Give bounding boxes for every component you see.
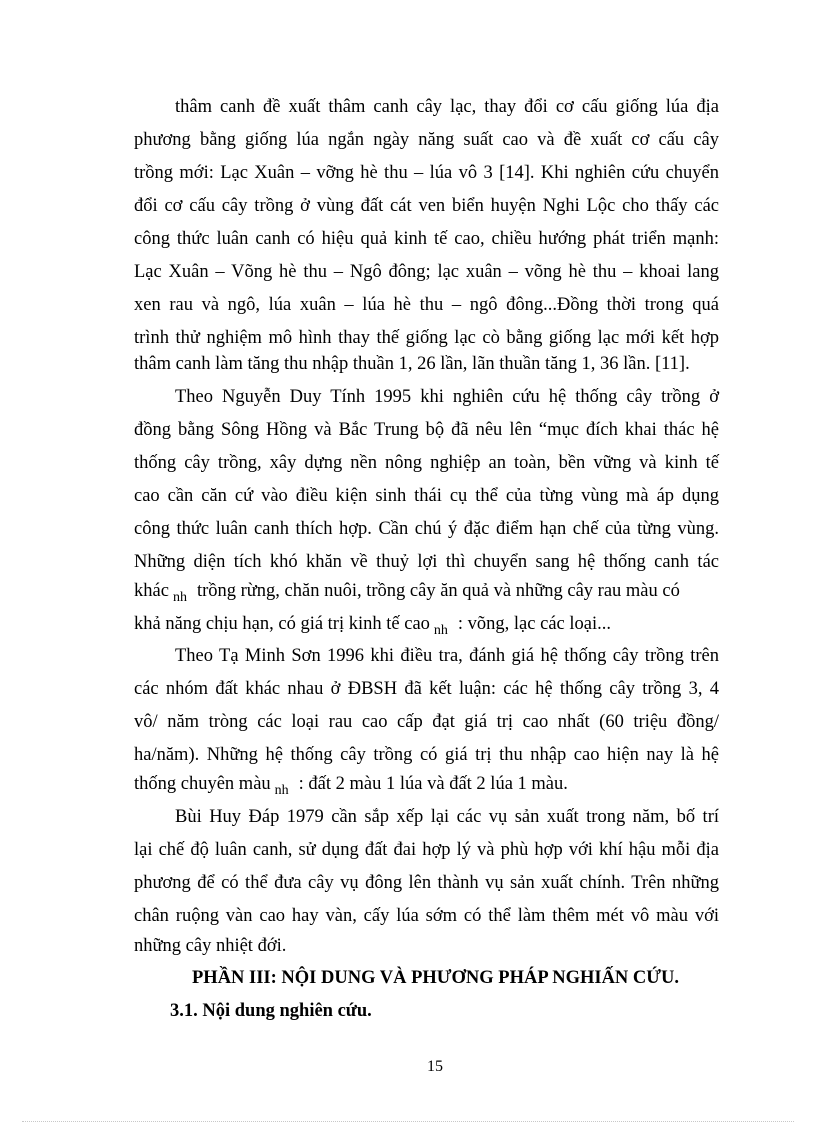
text-fragment: : võng, lạc các loại... xyxy=(457,614,611,634)
text-line xyxy=(134,773,719,797)
text-line: đồng bằng Sông Hồng và Bắc Trung bộ đã nêu lên “mục đích khai thác hệ xyxy=(134,420,719,440)
subscript-fragment: nh xyxy=(172,590,187,605)
text-line: thâm canh làm tăng thu nhập thuần 1, 26 lần, lãn thuần tăng 1, 36 lần. [11]. xyxy=(134,354,690,374)
text-line: ha/năm). Những hệ thống cây trồng có giá trị thu nhập cao hiện nay là hệ xyxy=(134,745,719,765)
text-line: phương để có thể đưa cây vụ đông lên thành vụ sản xuất chính. Trên những xyxy=(134,873,719,893)
text-line: Theo Nguyễn Duy Tính 1995 khi nghiên cứu hệ thống cây trồng ở xyxy=(175,387,719,407)
text-fragment: khác xyxy=(134,581,169,601)
page-bottom-rule xyxy=(22,1121,794,1122)
text-line: Những diện tích khó khăn về thuỷ lợi thì chuyển sang hệ thống canh tác xyxy=(134,552,719,572)
text-line: Bùi Huy Đáp 1979 cần sắp xếp lại các vụ sản xuất trong năm, bố trí xyxy=(175,807,719,827)
text-line: xen rau và ngô, lúa xuân – lúa hè thu – ngô đông...Đồng thời trong quá xyxy=(134,295,719,315)
text-line xyxy=(134,580,719,604)
text-line: phương bằng giống lúa ngắn ngày năng suất cao và đề xuất cơ cấu cây xyxy=(134,130,719,150)
text-line: Lạc Xuân – Võng hè thu – Ngô đông; lạc xuân – võng hè thu – khoai lang xyxy=(134,262,719,282)
text-line: những cây nhiệt đới. xyxy=(134,936,287,956)
text-line: chân ruộng vàn cao hay vàn, cấy lúa sớm có thể làm thêm mét vô màu với xyxy=(134,906,719,926)
text-line: Theo Tạ Minh Sơn 1996 khi điều tra, đánh giá hệ thống cây trồng trên xyxy=(175,646,719,666)
text-line: trồng mới: Lạc Xuân – vỡng hè thu – lúa vô 3 [14]. Khi nghiên cứu chuyển xyxy=(134,163,719,183)
text-line: thống cây trồng, xây dựng nền nông nghiệp an toàn, bền vững và kinh tế xyxy=(134,453,719,473)
section-heading: 3.1. Nội dung nghiên cứu. xyxy=(170,1001,372,1021)
text-fragment: : đất 2 màu 1 lúa và đất 2 lúa 1 màu. xyxy=(298,774,568,794)
text-line: đổi cơ cấu cây trồng ở vùng đất cát ven biển huyện Nghi Lộc cho thấy các xyxy=(134,196,719,216)
text-line: công thức luân canh có hiệu quả kinh tế cao, chiều hướng phát triển mạnh: xyxy=(134,229,719,249)
part-heading: PHẦN III: NỘI DUNG VÀ PHƯƠNG PHÁP NGHIẤN CỨU. xyxy=(192,968,679,988)
text-line: thâm canh đề xuất thâm canh cây lạc, thay đổi cơ cấu giống lúa địa xyxy=(175,97,719,117)
subscript-fragment: nh xyxy=(433,623,448,638)
text-fragment: khả năng chịu hạn, có giá trị kinh tế cao xyxy=(134,614,430,634)
text-fragment: thống chuyên màu xyxy=(134,774,271,794)
text-fragment: trồng rừng, chăn nuôi, trồng cây ăn quả và những cây rau màu có xyxy=(196,581,680,601)
text-line: trình thử nghiệm mô hình thay thế giống lạc cò bằng giống lạc mới kết hợp xyxy=(134,328,719,348)
page-number: 15 xyxy=(427,1058,443,1075)
text-line: vô/ năm tròng các loại rau cao cấp đạt giá trị cao nhất (60 triệu đồng/ xyxy=(134,712,719,732)
text-line: các nhóm đất khác nhau ở ĐBSH đã kết luận: các hệ thống cây trồng 3, 4 xyxy=(134,679,719,699)
text-line: lại chế độ luân canh, sử dụng đất đai hợp lý và phù hợp với khí hậu mỗi địa xyxy=(134,840,719,860)
text-line xyxy=(134,613,719,637)
text-line: cao cần căn cứ vào điều kiện sinh thái cụ thể của từng vùng mà áp dụng xyxy=(134,486,719,506)
text-line: công thức luân canh thích hợp. Cần chú ý đặc điểm hạn chế của từng vùng. xyxy=(134,519,719,539)
subscript-fragment: nh xyxy=(274,783,289,798)
